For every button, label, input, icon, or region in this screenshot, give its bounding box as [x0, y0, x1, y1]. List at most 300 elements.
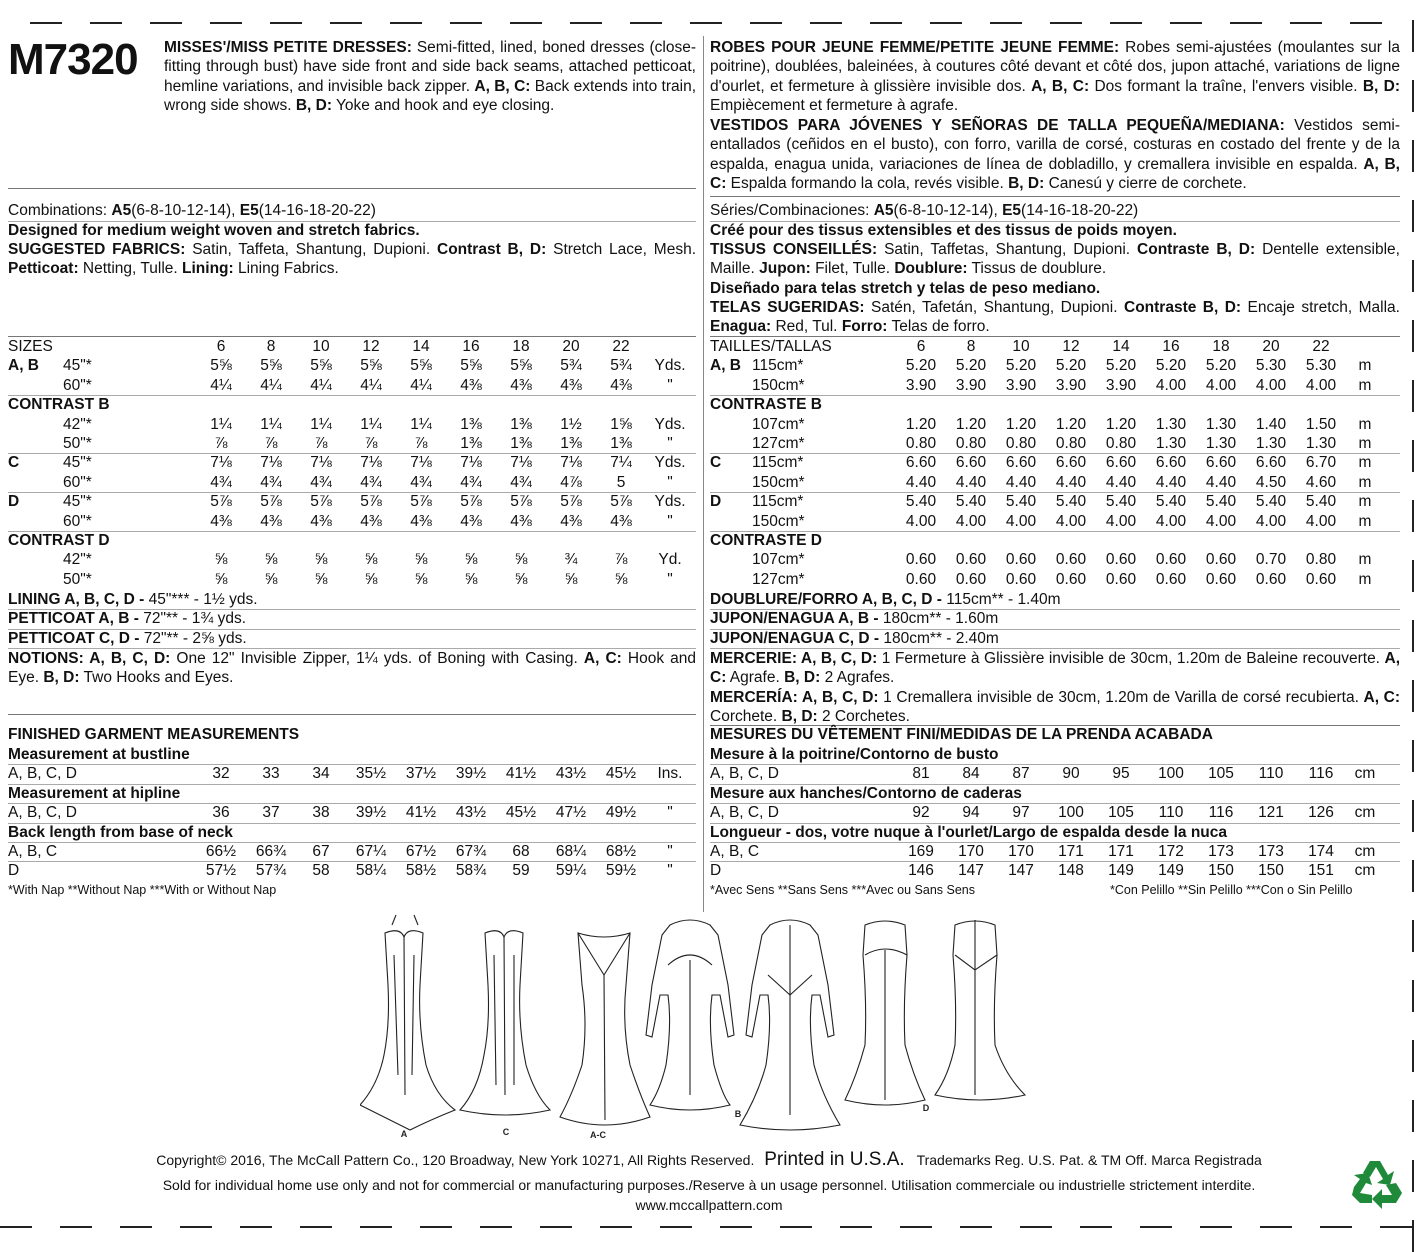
size-col-header: 6 [216, 338, 226, 355]
cell-value: 1¼ [410, 415, 432, 433]
cell-value: 116 [1308, 765, 1334, 783]
sketch-b-back [740, 920, 840, 1130]
size-col-header: 22 [1312, 338, 1330, 355]
description-text: MISSES'/MISS PETITE DRESSES: Semi-fitted, lined, boned dresses (close-fitting through bust) have side front and side back seams, attached petticoat, hemline variations, and invisible back zipper. A, B, C: Back extends into train, wrong side shows. B, D: Yoke and hook and eye closing. [164, 39, 697, 115]
cell-value: 4⅜ [210, 512, 232, 530]
cut-line-dash [1412, 1100, 1414, 1132]
cell-value: 6.60 [1205, 454, 1237, 472]
cell-value: 7⅛ [460, 454, 482, 472]
row-heading: Mesure à la poitrine/Contorno de busto [710, 746, 999, 763]
cut-line-dash [570, 22, 602, 24]
unit: " [667, 804, 673, 822]
cell-value: 1.50 [1305, 415, 1337, 433]
cut-line-dash [1412, 80, 1414, 112]
cell-value: 57½ [205, 862, 237, 880]
cell-value: ⅝ [514, 551, 528, 569]
cut-line-dash [330, 22, 362, 24]
cell-value: 5.30 [1305, 357, 1337, 375]
fabric-width: 50"* [63, 570, 92, 588]
cell-value: 1.30 [1205, 435, 1237, 452]
cell-value: ¾ [564, 551, 578, 569]
fabric-width: 127cm* [752, 435, 805, 452]
sketch-ac-back [560, 933, 650, 1125]
cell-value: 5⅝ [260, 357, 282, 375]
table-row [8, 570, 696, 589]
cell-value: 4.00 [1155, 512, 1187, 530]
cell-value: 47½ [555, 804, 587, 822]
cut-line-dash [1350, 22, 1382, 24]
cell-value: 0.60 [905, 551, 937, 569]
dress-sketches [360, 905, 1060, 1145]
table-row [8, 492, 696, 511]
cell-value: ⅝ [514, 570, 528, 588]
cell-value: 3.90 [955, 376, 987, 394]
view-label: A, B [8, 357, 39, 375]
cell-value: 1⅜ [510, 415, 532, 433]
cell-value: 0.80 [905, 435, 937, 452]
cell-value: 4.40 [1205, 473, 1237, 491]
designed-for: Designed for medium weight woven and stretch fabrics. [8, 222, 420, 239]
fabric-width: 150cm* [752, 376, 805, 394]
cell-value: 5⅝ [460, 357, 482, 375]
cell-value: 68 [512, 843, 530, 860]
cell-value: 4⅜ [460, 376, 482, 394]
cell-value: 4.40 [1105, 473, 1137, 491]
fabric-width: 60"* [63, 473, 92, 491]
fabric-width: 115cm* [752, 493, 804, 511]
sketch-b-front [646, 920, 734, 1110]
sens-footnote: *Avec Sens **Sans Sens ***Avec ou Sans Sens [710, 883, 975, 897]
fabric-width: 45"* [63, 357, 92, 375]
unit: cm [1354, 862, 1376, 880]
cell-value: 5.40 [1105, 493, 1137, 511]
cell-value: 4.00 [1205, 376, 1237, 394]
cut-line-dash [1412, 140, 1414, 172]
unit: " [667, 376, 673, 394]
cut-line-dash [510, 22, 542, 24]
cell-value: 49½ [605, 804, 637, 822]
cut-line-dash [1412, 680, 1414, 712]
cell-value: 58 [312, 862, 330, 880]
fabric-width: 60"* [63, 376, 92, 394]
cell-value: 146 [908, 862, 934, 880]
cut-line-dash [90, 22, 122, 24]
cell-value: 66¾ [255, 843, 287, 860]
cell-value: 5⅞ [560, 493, 582, 511]
table-row [8, 550, 696, 569]
doublure-row: DOUBLURE/FORRO A, B, C, D - 115cm** - 1.40m [710, 591, 1061, 608]
unit: m [1358, 512, 1372, 530]
cell-value: 37 [262, 804, 280, 822]
view-label: A, B, C, D [710, 765, 779, 783]
cell-value: 6.70 [1305, 454, 1337, 472]
cell-value: 6.60 [905, 454, 937, 472]
cell-value: 5.30 [1255, 357, 1287, 375]
unit: m [1358, 357, 1372, 375]
cut-line-dash [750, 22, 782, 24]
cell-value: 0.60 [1055, 570, 1087, 588]
size-col-header: 8 [266, 338, 276, 355]
cell-value: 5.40 [1155, 493, 1187, 511]
cut-line-dash [1412, 920, 1414, 952]
cut-line-dash [1412, 740, 1414, 772]
petticoat-ab-row: PETTICOAT A, B - 72"** - 1¾ yds. [8, 610, 247, 628]
cell-value: 5¾ [610, 357, 632, 375]
cell-value: 4.40 [1155, 473, 1187, 491]
cut-line-dash [420, 1226, 452, 1228]
cut-line-dash [1200, 1226, 1232, 1228]
cell-value: 4.00 [1055, 512, 1087, 530]
cell-value: 45½ [505, 804, 537, 822]
suggested-fabrics: SUGGESTED FABRICS: Satin, Taffeta, Shantung, Dupioni. Contrast B, D: Stretch Lace, Mesh. Petticoat: Netting, Tulle. Lining: Lining Fabrics. [8, 241, 696, 278]
cut-line-dash [1412, 380, 1414, 412]
cell-value: 5.20 [1205, 357, 1237, 375]
cut-line-dash [1140, 1226, 1172, 1228]
size-col-header: 8 [966, 338, 976, 355]
cell-value: 3.90 [1055, 376, 1087, 394]
cell-value: 32 [212, 765, 230, 783]
cell-value: 5.40 [1005, 493, 1037, 511]
cell-value: ⅞ [414, 435, 428, 452]
cell-value: 1⅝ [610, 415, 632, 433]
cut-line-dash [240, 1226, 272, 1228]
cut-line-dash [1412, 1220, 1414, 1252]
cell-value: 4.00 [1255, 512, 1287, 530]
cell-value: 1¼ [210, 415, 232, 433]
unit: Yds. [654, 493, 686, 511]
cell-value: 5⅞ [260, 493, 282, 511]
cell-value: 1⅜ [460, 415, 482, 433]
cell-value: 4.00 [1105, 512, 1137, 530]
cell-value: 5⅝ [310, 357, 332, 375]
cell-value: 110 [1158, 804, 1184, 822]
table-row [710, 434, 1400, 453]
cut-line-dash [180, 1226, 212, 1228]
cell-value: ⅝ [314, 551, 328, 569]
cell-value: ⅝ [564, 570, 578, 588]
view-label: C [8, 454, 20, 472]
cell-value: 4⅜ [560, 512, 582, 530]
cell-value: 5⅝ [510, 357, 532, 375]
cell-value: 170 [1008, 843, 1034, 860]
sketch-a-front [360, 915, 455, 1130]
table-row [8, 453, 696, 472]
fabric-width: 107cm* [752, 551, 805, 569]
cell-value: 4.50 [1255, 473, 1287, 491]
cell-value: 94 [962, 804, 980, 822]
cell-value: 5⅞ [510, 493, 532, 511]
cell-value: ⅞ [364, 435, 378, 452]
fabric-width: 150cm* [752, 473, 805, 491]
cut-line-dash [270, 22, 302, 24]
cell-value: ⅝ [364, 551, 378, 569]
pattern-number: M7320 [8, 35, 138, 84]
view-label: A, B [710, 357, 741, 375]
table-row [710, 842, 1400, 861]
cell-value: 4⅜ [560, 376, 582, 394]
spanish-description: VESTIDOS PARA JÓVENES Y SEÑORAS DE TALLA PEQUEÑA/MEDIANA: Vestidos semi-entallados (ceñidos en el busto), con forro, varilla de corsé, costuras en costado del frente y de la espalda, enagua unida, variaciones de línea de dobladillo, y cremallera invisible en espalda. A, B, C: Espalda formando la cola, revés visible. B, D: Canesú y cierre de corchete. [710, 117, 1400, 193]
cut-line-dash [660, 1226, 692, 1228]
unit: " [667, 862, 673, 880]
cell-value: 4.40 [905, 473, 937, 491]
mesures-title: MESURES DU VÊTEMENT FINI/MEDIDAS DE LA PRENDA ACABADA [710, 726, 1213, 743]
cell-value: 4.00 [1005, 512, 1037, 530]
table-subheading [710, 784, 1400, 803]
cell-value: 4⅞ [560, 473, 582, 491]
cell-value: 1¼ [360, 415, 382, 433]
unit: cm [1354, 843, 1376, 860]
sizes-label: SIZES [8, 338, 53, 355]
cell-value: 5⅞ [210, 493, 232, 511]
table-subheading [710, 395, 1400, 414]
cell-value: 1⅜ [610, 435, 632, 452]
cell-value: ⅝ [214, 570, 228, 588]
fabric-width: 50"* [63, 435, 92, 452]
cell-value: 5⅝ [410, 357, 432, 375]
cell-value: 4¼ [410, 376, 432, 394]
row-heading: CONTRASTE D [710, 532, 822, 549]
view-label: A, B, C, D [710, 804, 779, 822]
table-row [8, 434, 696, 453]
cell-value: 1⅜ [560, 435, 582, 452]
table-row [8, 376, 696, 395]
cell-value: 87 [1012, 765, 1030, 783]
cut-line-dash [30, 22, 62, 24]
cell-value: 1¼ [310, 415, 332, 433]
size-col-header: 14 [412, 338, 430, 355]
cell-value: 5.40 [1055, 493, 1087, 511]
cell-value: 43½ [455, 804, 487, 822]
cell-value: 1.20 [905, 415, 937, 433]
size-col-header: 6 [916, 338, 926, 355]
cell-value: 5.20 [1005, 357, 1037, 375]
cut-line-dash [1320, 1226, 1352, 1228]
jupon-ab-row: JUPON/ENAGUA A, B - 180cm** - 1.60m [710, 610, 999, 628]
cell-value: 0.60 [955, 570, 987, 588]
cell-value: 0.60 [1055, 551, 1087, 569]
cell-value: 0.70 [1255, 551, 1287, 569]
cell-value: 5¾ [560, 357, 582, 375]
table-subheading [8, 784, 696, 803]
fabric-width: 42"* [63, 415, 92, 433]
sizes-label: TAILLES/TALLAS [710, 338, 832, 355]
cell-value: 45½ [605, 765, 637, 783]
cell-value: 41½ [405, 804, 437, 822]
cell-value: 0.80 [1055, 435, 1087, 452]
cell-value: 4.00 [955, 512, 987, 530]
cut-line-dash [600, 1226, 632, 1228]
cell-value: 5⅝ [360, 357, 382, 375]
cut-line-dash [780, 1226, 812, 1228]
cell-value: 4.00 [1255, 376, 1287, 394]
row-heading: Measurement at bustline [8, 746, 190, 763]
cell-value: 7⅛ [260, 454, 282, 472]
cell-value: 5.20 [1155, 357, 1187, 375]
cell-value: 174 [1308, 843, 1334, 860]
cell-value: 172 [1158, 843, 1184, 860]
cell-value: 0.80 [1005, 435, 1037, 452]
cell-value: 5⅞ [610, 493, 632, 511]
cell-value: 7⅛ [510, 454, 532, 472]
unit: Yds. [654, 415, 686, 433]
cell-value: ⅞ [264, 435, 278, 452]
cell-value: 1.30 [1155, 435, 1187, 452]
cut-line-dash [960, 1226, 992, 1228]
cell-value: 4⅜ [510, 376, 532, 394]
fabric-width: 42"* [63, 551, 92, 569]
cut-line-dash [870, 22, 902, 24]
table-row [710, 473, 1400, 492]
cell-value: 4¼ [310, 376, 332, 394]
cut-line-dash [300, 1226, 332, 1228]
cell-value: 34 [312, 765, 330, 783]
size-col-header: 12 [362, 338, 380, 355]
row-heading: CONTRAST D [8, 532, 110, 549]
cell-value: 1.30 [1305, 435, 1337, 452]
sketch-label-ac: A-C [590, 1130, 606, 1140]
sketch-label-c: C [502, 1127, 510, 1137]
table-row [710, 356, 1400, 375]
cell-value: 7⅛ [410, 454, 432, 472]
cell-value: 1.40 [1255, 415, 1287, 433]
cut-line-dash [810, 22, 842, 24]
fabric-width: 45"* [63, 493, 92, 511]
recycle-icon [1350, 1157, 1406, 1209]
cell-value: 57¾ [255, 862, 287, 880]
cell-value: 126 [1308, 804, 1334, 822]
cell-value: 0.60 [1105, 551, 1137, 569]
fabric-width: 107cm* [752, 415, 805, 433]
combinations: Combinations: A5(6-8-10-12-14), E5(14-16-18-20-22) [8, 202, 376, 219]
cell-value: 84 [962, 765, 980, 783]
nap-footnote: *With Nap **Without Nap ***With or Without Nap [8, 883, 277, 897]
cell-value: 5⅞ [410, 493, 432, 511]
cut-line-dash [1412, 980, 1414, 1012]
fabric-width: 150cm* [752, 512, 805, 530]
cell-value: 58¾ [455, 862, 487, 880]
cut-line-dash [1290, 22, 1322, 24]
cell-value: 5.40 [905, 493, 937, 511]
table-subheading [8, 531, 696, 550]
website: www.mccallpattern.com [635, 1197, 783, 1213]
cell-value: 147 [1008, 862, 1034, 880]
cut-line-dash [840, 1226, 872, 1228]
unit: " [667, 435, 673, 452]
cell-value: 6.60 [1255, 454, 1287, 472]
cell-value: 0.60 [1105, 570, 1137, 588]
cell-value: 4⅜ [510, 512, 532, 530]
table-row [8, 764, 696, 783]
cell-value: 4.40 [1055, 473, 1087, 491]
cut-line-dash [360, 1226, 392, 1228]
cut-line-dash [390, 22, 422, 24]
unit: cm [1354, 765, 1376, 783]
cell-value: 58¼ [355, 862, 387, 880]
cell-value: 6.60 [1055, 454, 1087, 472]
cell-value: 4¾ [460, 473, 482, 491]
cell-value: 90 [1062, 765, 1080, 783]
unit: " [667, 473, 673, 491]
view-label: D [710, 862, 722, 880]
cell-value: 4¼ [360, 376, 382, 394]
cell-value: 35½ [355, 765, 387, 783]
unit: m [1358, 570, 1372, 588]
cut-line-dash [1412, 500, 1414, 532]
cell-value: 3.90 [1005, 376, 1037, 394]
cell-value: 39½ [355, 804, 387, 822]
cell-value: 59 [512, 862, 530, 880]
cell-value: 81 [912, 765, 930, 783]
table-row [710, 861, 1400, 880]
cut-line-dash [1412, 20, 1414, 52]
cut-line-dash [210, 22, 242, 24]
cell-value: 100 [1158, 765, 1184, 783]
table-subheading [710, 531, 1400, 550]
fabric-width: 45"* [63, 454, 92, 472]
cell-value: 4¼ [210, 376, 232, 394]
cell-value: 4.00 [1205, 512, 1237, 530]
cell-value: 4¾ [410, 473, 432, 491]
cell-value: 4⅜ [260, 512, 282, 530]
cut-line-dash [1380, 1226, 1412, 1228]
cell-value: 7⅛ [560, 454, 582, 472]
cell-value: 5 [616, 473, 626, 491]
view-label: D [8, 493, 20, 511]
cell-value: 149 [1108, 862, 1134, 880]
cell-value: 5⅝ [210, 357, 232, 375]
size-col-header: 18 [512, 338, 530, 355]
cell-value: 1.20 [1005, 415, 1037, 433]
sketch-label-d: D [922, 1103, 930, 1113]
size-col-header: 10 [312, 338, 330, 355]
cell-value: 0.60 [1255, 570, 1287, 588]
cut-line-dash [1412, 200, 1414, 232]
table-row [710, 415, 1400, 434]
cell-value: 171 [1058, 843, 1084, 860]
cell-value: ⅞ [214, 435, 228, 452]
cell-value: 4⅜ [610, 512, 632, 530]
cell-value: 3.90 [905, 376, 937, 394]
table-subheading [710, 823, 1400, 842]
cell-value: 1¼ [260, 415, 282, 433]
size-col-header: 10 [1012, 338, 1030, 355]
size-col-header: 22 [612, 338, 630, 355]
cell-value: 151 [1308, 862, 1334, 880]
table-subheading [8, 395, 696, 414]
cell-value: 1⅜ [460, 435, 482, 452]
cell-value: 5.40 [1305, 493, 1337, 511]
cell-value: 5.40 [1205, 493, 1237, 511]
cut-line-dash [1412, 860, 1414, 892]
divider [8, 188, 696, 189]
cell-value: ⅝ [264, 570, 278, 588]
table-row [710, 764, 1400, 783]
cut-line-dash [1170, 22, 1202, 24]
row-heading: CONTRASTE B [710, 396, 822, 414]
unit: Ins. [657, 765, 683, 783]
unit: m [1358, 376, 1372, 394]
cell-value: 1.30 [1255, 435, 1287, 452]
view-label: A, B, C [8, 843, 58, 860]
cell-value: 4⅜ [410, 512, 432, 530]
fabric-width: 127cm* [752, 570, 805, 588]
cut-line-dash [120, 1226, 152, 1228]
cell-value: 38 [312, 804, 330, 822]
cut-line-dash [1412, 800, 1414, 832]
cell-value: 92 [912, 804, 930, 822]
table-row [8, 356, 696, 375]
cut-line-dash [60, 1226, 92, 1228]
